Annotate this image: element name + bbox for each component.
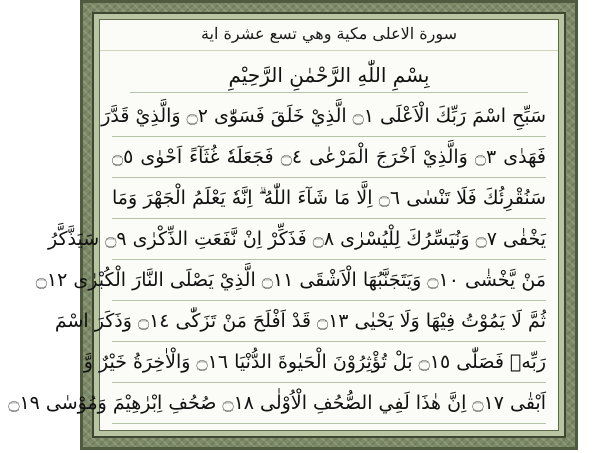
verse-line-6: ثُمَّ لَا يَمُوْتُ فِيْهَا وَلَا يَحْيٰى ۝١٣ قَدْ اَفْلَحَ مَنْ تَزَكّٰى ۝١٤ وَذَكَرَ اسْمَ (112, 301, 546, 342)
mushaf-page-frame (8, 0, 578, 450)
verse-line-2: فَهَدٰى ۝٣ وَالَّذِيْ اَخْرَجَ الْمَرْعٰى ۝٤ فَجَعَلَهٗ غُثَآءً اَحْوٰى ۝٥ (112, 137, 546, 178)
verse-line-8: اَبْقٰى ۝١٧ اِنَّ هٰذَا لَفِي الصُّحُفِ الْاُوْلٰى ۝١٨ صُحُفِ اِبْرٰهِيْمَ وَمُوْسٰى ۝١٩ (112, 383, 546, 424)
verse-line-5: مَنْ يَّخْشٰى ۝١٠ وَيَتَجَنَّبُهَا الْاَشْقَى ۝١١ الَّذِيْ يَصْلَى النَّارَ الْكُبْرٰى ۝١٢ (112, 260, 546, 301)
verse-line-7: رَبِّهٖ فَصَلّٰى ۝١٥ بَلْ تُؤْثِرُوْنَ الْحَيٰوةَ الدُّنْيَا ۝١٦ وَالْاٰخِرَةُ خَيْرٌ وَّ (112, 342, 546, 383)
quran-page (8, 19, 559, 431)
bismillah: بِسْمِ اللّٰهِ الرَّحْمٰنِ الرَّحِيْمِ (130, 58, 528, 93)
verse-line-3: سَنُقْرِئُكَ فَلَا تَنْسٰى ۝٦ اِلَّا مَا شَآءَ اللّٰهُ ۗ اِنَّهٗ يَعْلَمُ الْجَهْرَ وَمَا (112, 178, 546, 219)
verse-line-4: يَخْفٰى ۝٧ وَنُيَسِّرُكَ لِلْيُسْرٰى ۝٨ فَذَكِّرْ اِنْ نَّفَعَتِ الذِّكْرٰى ۝٩ سَيَذَّكَّرُ (112, 219, 546, 260)
frame-border (8, 12, 566, 438)
surah-header: سورة الاعلى مكية وهي تسع عشرة اية (100, 24, 558, 51)
verse-line-1: سَبِّحِ اسْمَ رَبِّكَ الْاَعْلَى ۝١ الَّذِيْ خَلَقَ فَسَوّٰى ۝٢ وَالَّذِيْ قَدَّرَ (112, 96, 546, 137)
